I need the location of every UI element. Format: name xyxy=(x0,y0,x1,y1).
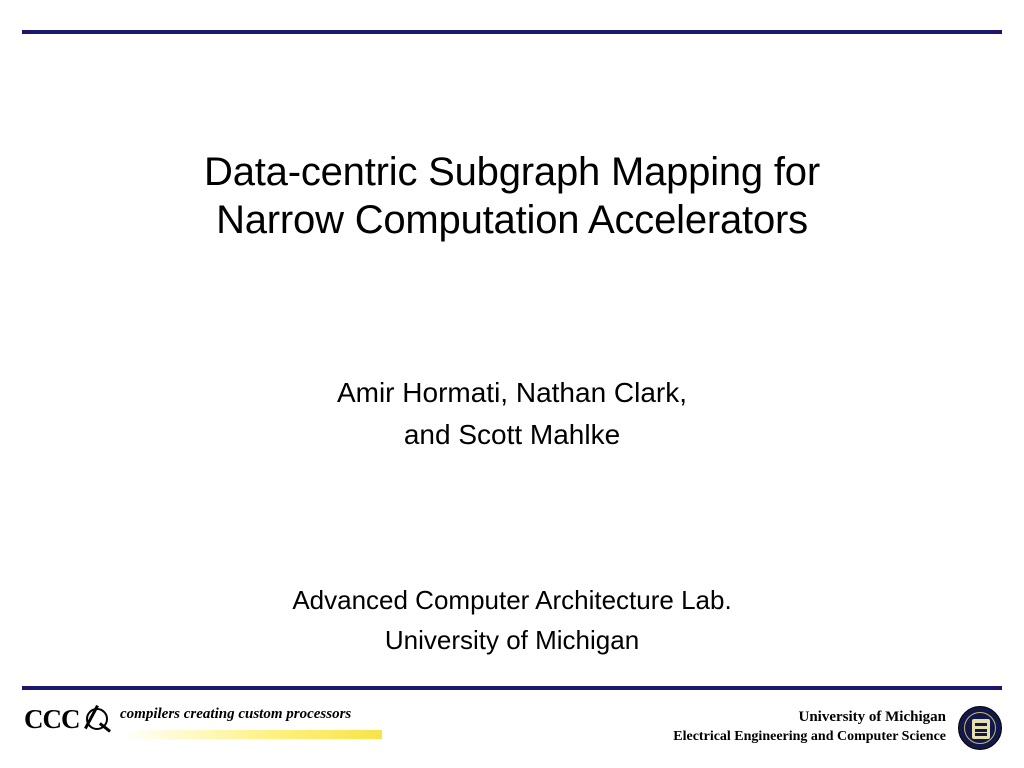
footer-university: University of Michigan xyxy=(798,709,946,725)
affiliation xyxy=(60,580,964,660)
page-title xyxy=(60,148,964,244)
author-line-2: and Scott Mahlke xyxy=(403,419,621,450)
cccp-logo xyxy=(24,702,374,750)
slide-footer xyxy=(0,694,1024,768)
authors xyxy=(60,372,964,456)
title-line-1: Data-centric Subgraph Mapping for xyxy=(204,150,820,194)
cccp-tagline: compilers creating custom processors xyxy=(120,706,352,722)
title-line-2: Narrow Computation Accelerators xyxy=(216,198,808,242)
university-seal-icon xyxy=(958,706,1002,750)
author-line-1: Amir Hormati, Nathan Clark, xyxy=(336,377,688,408)
cccp-logo-text: CCC xyxy=(24,704,80,734)
top-divider xyxy=(22,30,1002,34)
affiliation-line-1: Advanced Computer Architecture Lab. xyxy=(292,585,732,615)
footer-institution xyxy=(673,708,946,746)
cccp-accent-bar xyxy=(120,730,382,739)
footer-department: Electrical Engineering and Computer Science xyxy=(673,729,946,744)
affiliation-line-2: University of Michigan xyxy=(384,625,640,655)
bottom-divider xyxy=(22,686,1002,690)
seal-emblem xyxy=(972,719,990,739)
